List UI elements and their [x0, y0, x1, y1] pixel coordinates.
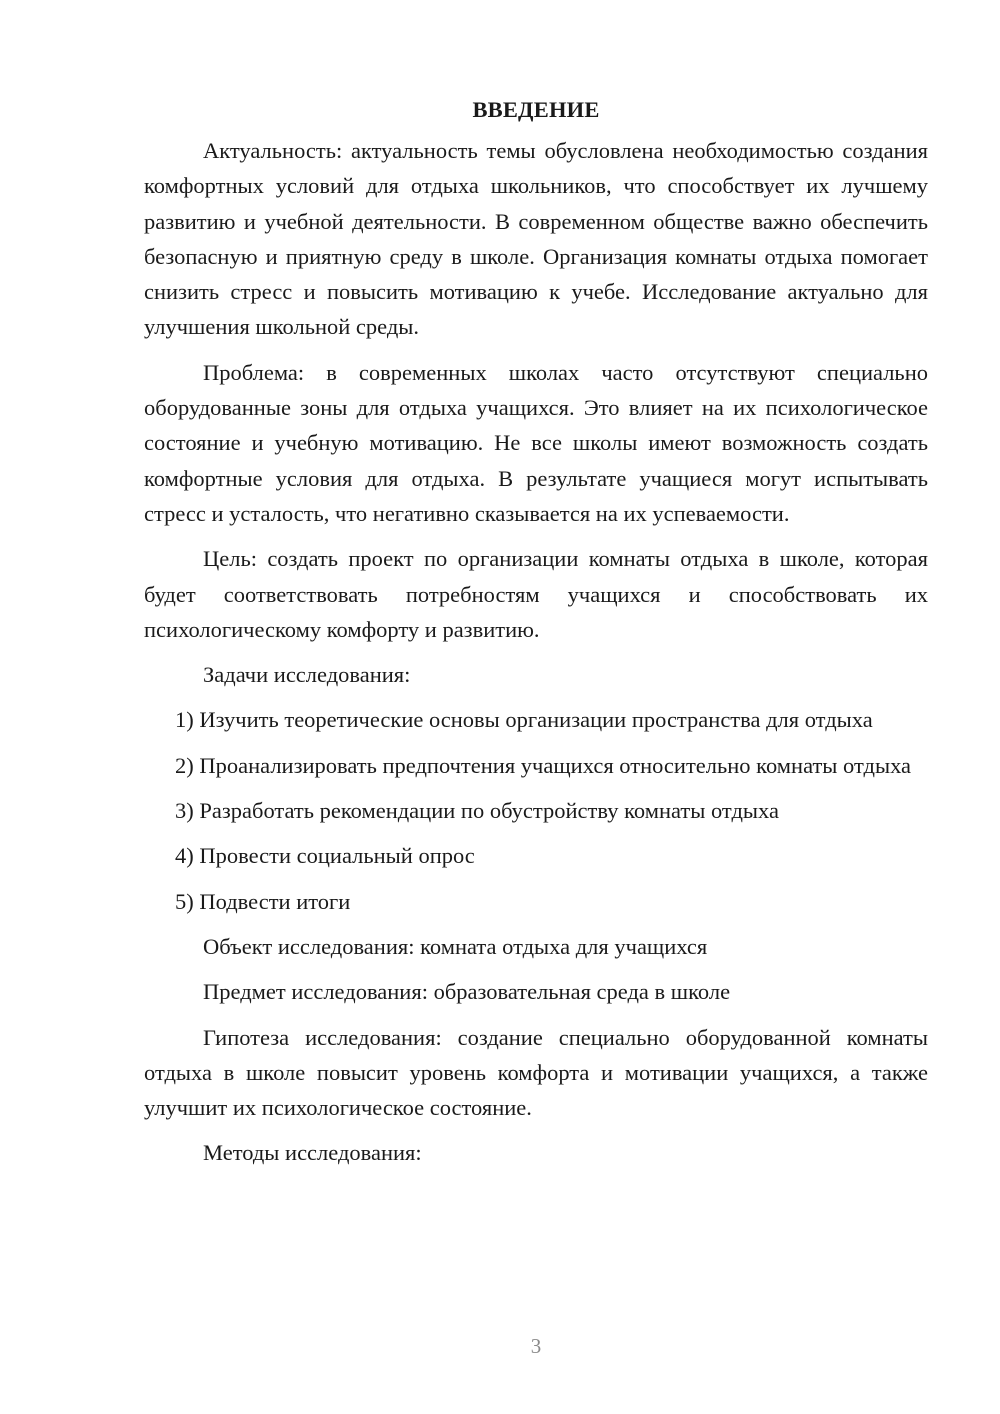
list-item: 1) Изучить теоретические основы организации пространства для отдыха — [175, 707, 873, 733]
problem-paragraph: Проблема: в современных школах часто отсутствуют специально оборудованные зоны для отдыха учащихся. Это влияет на их психологическое состояние и учебную мотивацию. Не все школы имеют возможность создать комфортные условия для отдыха. В результате учащиеся могут испытывать стресс и усталость, что негативно сказывается на их успеваемости. — [144, 359, 928, 526]
page-title: ВВЕДЕНИЕ — [472, 97, 600, 122]
relevance-paragraph: Актуальность: актуальность темы обусловлена необходимостью создания комфортных условий для отдыха школьников, что способствует их лучшему развитию и учебной деятельности. В современном обществе важно обеспечить безопасную и приятную среду в школе. Организация комнаты отдыха помогает снизить стресс и повысить мотивацию к учебе. Исследование актуально для улучшения школьной среды. — [144, 138, 928, 340]
list-item: 5) Подвести итоги — [175, 888, 351, 914]
object-paragraph: Объект исследования: комната отдыха для учащихся — [203, 933, 708, 959]
subject-paragraph: Предмет исследования: образовательная среда в школе — [203, 979, 731, 1005]
list-item: 2) Проанализировать предпочтения учащихся относительно комнаты отдыха — [175, 752, 912, 778]
tasks-list — [144, 702, 928, 918]
page-number: 3 — [530, 1334, 542, 1358]
tasks-heading: Задачи исследования: — [203, 662, 411, 688]
list-item: 4) Провести социальный опрос — [175, 843, 475, 869]
list-item: 3) Разработать рекомендации по обустройству комнаты отдыха — [175, 798, 779, 824]
methods-heading: Методы исследования: — [203, 1140, 422, 1166]
hypothesis-paragraph: Гипотеза исследования: создание специально оборудованной комнаты отдыха в школе повысит уровень комфорта и мотивации учащихся, а также улучшит их психологическое состояние. — [144, 1024, 928, 1121]
page-content — [144, 91, 928, 1181]
goal-paragraph: Цель: создать проект по организации комнаты отдыха в школе, которая будет соответствовать потребностям учащихся и способствовать их психологическому комфорту и развитию. — [144, 546, 928, 642]
